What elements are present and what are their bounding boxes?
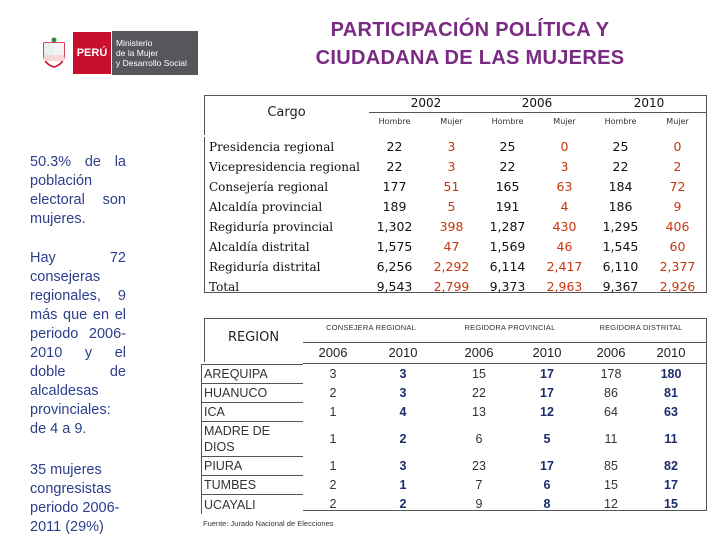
table2-year: 2010: [532, 345, 562, 360]
table2-region: ICA: [202, 403, 303, 422]
table2-year: 2010: [388, 345, 418, 360]
peru-label: PERÚ: [72, 31, 112, 75]
table2-divider: [303, 342, 707, 343]
left-text-population: 50.3% de la población electoral son mujeres.: [30, 154, 126, 227]
table1-sub-label: Hombre: [491, 117, 524, 126]
table1-row-label: Regiduría distrital: [209, 260, 321, 274]
table2-col-consejera-2010: 3 3 4 2 3 1 2: [399, 366, 407, 511]
table2-header: REGION: [227, 330, 280, 345]
table1-col-2002-hombre: 22 22 177 189 1,302 1,575 6,256 9,543: [376, 139, 413, 294]
table1-row-label: Total: [209, 280, 240, 294]
table1-row-label: Alcaldía provincial: [209, 200, 323, 214]
table1-row-label: Regiduría provincial: [209, 220, 334, 234]
table1-row-label: Consejería regional: [209, 180, 329, 194]
coat-of-arms-icon: [36, 31, 72, 75]
table1-col-2006-mujer: 0 3 63 4 430 46 2,417 2,963: [546, 139, 583, 294]
table2-region: AREQUIPA: [202, 365, 303, 384]
table2-col-provincial-2006: 15 22 13 6 23 7 9: [472, 366, 486, 511]
table1-header: Cargo: [267, 105, 306, 120]
left-text-councilors: Hay 72 consejeras regionales, 9 más que en el periodo 2006-2010 y el doble de alcaldesas provinciales: de 4 a 9.: [30, 250, 126, 437]
table2-col-distrital-2006: 178 86 64 11 85 15 12: [600, 366, 622, 511]
table1-year: 2010: [592, 95, 706, 113]
table1-year: 2002: [369, 95, 483, 113]
table2-region: PIURA: [202, 457, 303, 476]
table1-row-label: Presidencia regional: [209, 140, 335, 154]
table1-col-2010-mujer: 0 2 72 9 406 60 2,377 2,926: [659, 139, 696, 294]
table2-group: REGIDORA DISTRITAL: [599, 323, 683, 332]
table2-year: 2006: [464, 345, 494, 360]
table2-col-consejera-2006: 3 2 1 1 1 2 2: [329, 366, 337, 511]
table1-sub-label: Mujer: [440, 117, 463, 126]
page-title: PARTICIPACIÓN POLÍTICA Y CIUDADANA DE LAS MUJERES: [315, 19, 625, 69]
left-text-congress: 35 mujeres congresistas periodo 2006-2011 (29%): [30, 462, 120, 535]
table1-labels: [204, 137, 364, 293]
table1-year: 2006: [480, 95, 594, 113]
table2-col-distrital-2010: 180 81 63 11 82 17 15: [660, 366, 682, 511]
ministry-name: Ministerio de la Mujer y Desarrollo Social: [112, 31, 198, 75]
table2-year: 2006: [318, 345, 348, 360]
table2-regions: [201, 364, 303, 514]
table1-row-label: Vicepresidencia regional: [209, 160, 360, 174]
table2-year: 2006: [596, 345, 626, 360]
table1-row-label: Alcaldía distrital: [209, 240, 310, 254]
source-note: Fuente: Jurado Nacional de Elecciones: [203, 519, 334, 528]
table1-col-2010-hombre: 25 22 184 186 1,295 1,545 6,110 9,367: [602, 139, 639, 294]
table2-col-provincial-2010: 17 17 12 5 17 6 8: [540, 366, 554, 511]
table2-group: CONSEJERA REGIONAL: [326, 323, 416, 332]
table1-col-2002-mujer: 3 3 51 5 398 47 2,292 2,799: [433, 139, 470, 294]
table2-region: HUANUCO: [202, 384, 303, 403]
table2-region: UCAYALI: [204, 497, 256, 512]
table2-region: MADRE DE DIOS: [202, 422, 303, 457]
table1-sub-label: Mujer: [553, 117, 576, 126]
table1-sub-label: Hombre: [604, 117, 637, 126]
table1-sub-label: Hombre: [378, 117, 411, 126]
table2-year: 2010: [656, 345, 686, 360]
table1-col-2006-hombre: 25 22 165 191 1,287 1,569 6,114 9,373: [489, 139, 526, 294]
table2-group: REGIDORA PROVINCIAL: [464, 323, 556, 332]
ministry-logo: [36, 31, 198, 75]
table2-region: TUMBES: [202, 476, 303, 495]
table1-sub-label: Mujer: [666, 117, 689, 126]
